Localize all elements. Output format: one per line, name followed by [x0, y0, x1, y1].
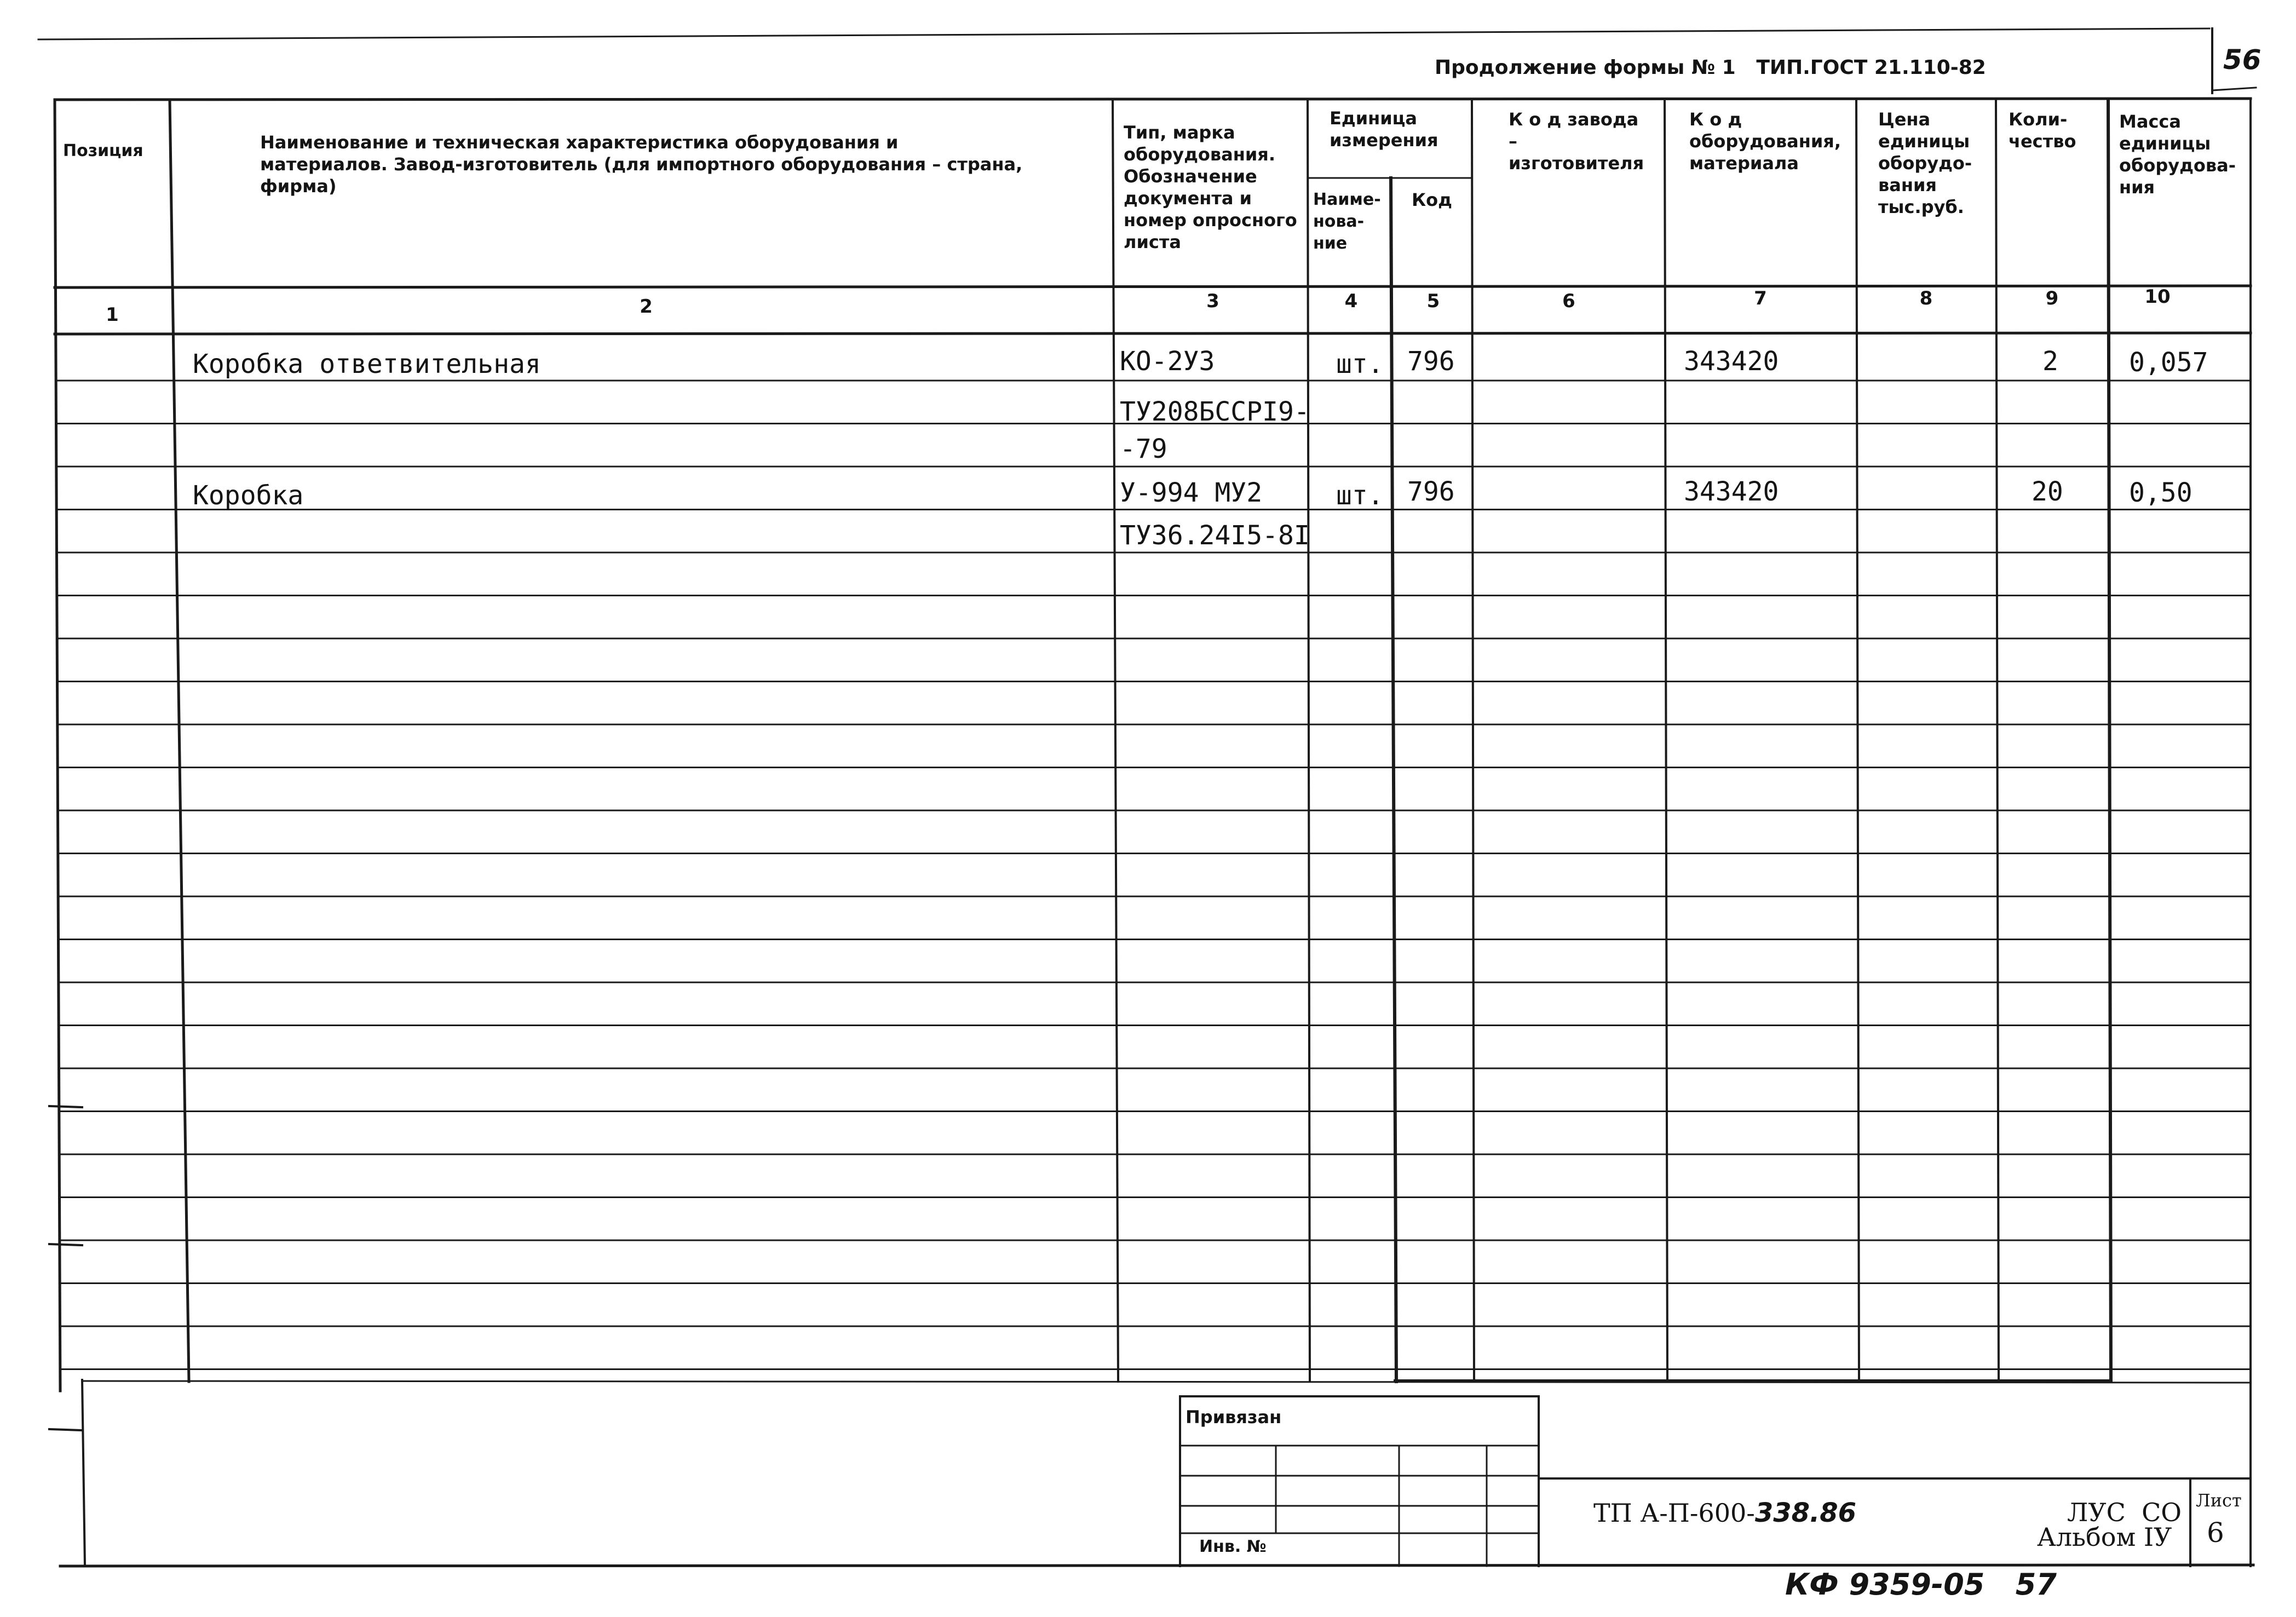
stamp-album: Альбом IУ	[2037, 1522, 2172, 1552]
row4-mass: 0,50	[2129, 477, 2193, 508]
row1-unit-code: 796	[1407, 346, 1455, 377]
column-number-2: 2	[640, 296, 653, 318]
row1-unit: шт.	[1336, 349, 1384, 379]
row1-equipment-code: 343420	[1684, 346, 1779, 377]
project-code	[1593, 1498, 1856, 1528]
header-price: Цена единицы оборудо-вания тыс.руб.	[1878, 109, 1972, 217]
column-number-1: 1	[106, 304, 119, 326]
header-type: Тип, марка оборудования. Обозначение документа и номер опросного листа	[1124, 122, 1297, 252]
row2-type: ТУ208БССРI9-	[1120, 396, 1310, 427]
column-number-10: 10	[2144, 286, 2171, 308]
header-quantity: Коли-чество	[2009, 109, 2076, 152]
stamp-sheet-value: 6	[2207, 1517, 2224, 1549]
header-factory-code: К о д завода – изготовителя	[1509, 109, 1644, 174]
row1-name: Коробка ответвительная	[193, 349, 541, 379]
header-equipment-code: К о д оборудования, материала	[1689, 109, 1841, 174]
header-unit-code: Код	[1412, 189, 1452, 210]
row4-equipment-code: 343420	[1684, 476, 1779, 507]
header-unit: Единица измерения	[1330, 108, 1438, 151]
column-number-8: 8	[1919, 287, 1933, 309]
column-number-5: 5	[1426, 290, 1440, 312]
row4-name: Коробка	[193, 480, 304, 511]
column-number-7: 7	[1754, 287, 1767, 309]
row4-quantity: 20	[2032, 476, 2063, 507]
stamp-bound-label: Привязан	[1186, 1407, 1282, 1428]
stamp-inv-label: Инв. №	[1199, 1537, 1267, 1556]
row4-unit: шт.	[1336, 480, 1384, 511]
header-position: Позиция	[63, 141, 143, 160]
form-caption: Продолжение формы № 1 ТИП.ГОСТ 21.110-82	[1435, 56, 1986, 79]
column-number-4: 4	[1344, 290, 1358, 312]
header-unit-name: Наиме-нова-ние	[1313, 190, 1381, 253]
row1-mass: 0,057	[2129, 347, 2208, 378]
stamp-section: ЛУС СО	[2067, 1498, 2182, 1527]
row4-type: У-994 МУ2	[1120, 477, 1263, 508]
column-number-9: 9	[2045, 287, 2059, 309]
row1-quantity: 2	[2042, 346, 2058, 377]
row4-unit-code: 796	[1407, 476, 1455, 507]
row1-type: КО-2У3	[1120, 346, 1215, 377]
row5-type: ТУ36.24I5-8I	[1120, 520, 1310, 551]
stamp-sheet-label: Лист	[2196, 1490, 2242, 1511]
header-mass: Масса единицы оборудова-ния	[2119, 111, 2236, 198]
project-code-printed: ТП А-П-600-	[1593, 1498, 1755, 1528]
project-code-handwritten: 338.86	[1754, 1498, 1857, 1528]
corner-page-number: 56	[2223, 44, 2262, 76]
column-number-3: 3	[1206, 290, 1219, 312]
column-number-6: 6	[1562, 290, 1575, 312]
row3-type: -79	[1120, 434, 1167, 464]
archive-number: КФ 9359-05 57	[1785, 1567, 2057, 1602]
header-name: Наименование и техническая характеристика оборудования и материалов. Завод-изготовитель (для импортного оборудования – страна, фирма)	[260, 132, 1023, 197]
